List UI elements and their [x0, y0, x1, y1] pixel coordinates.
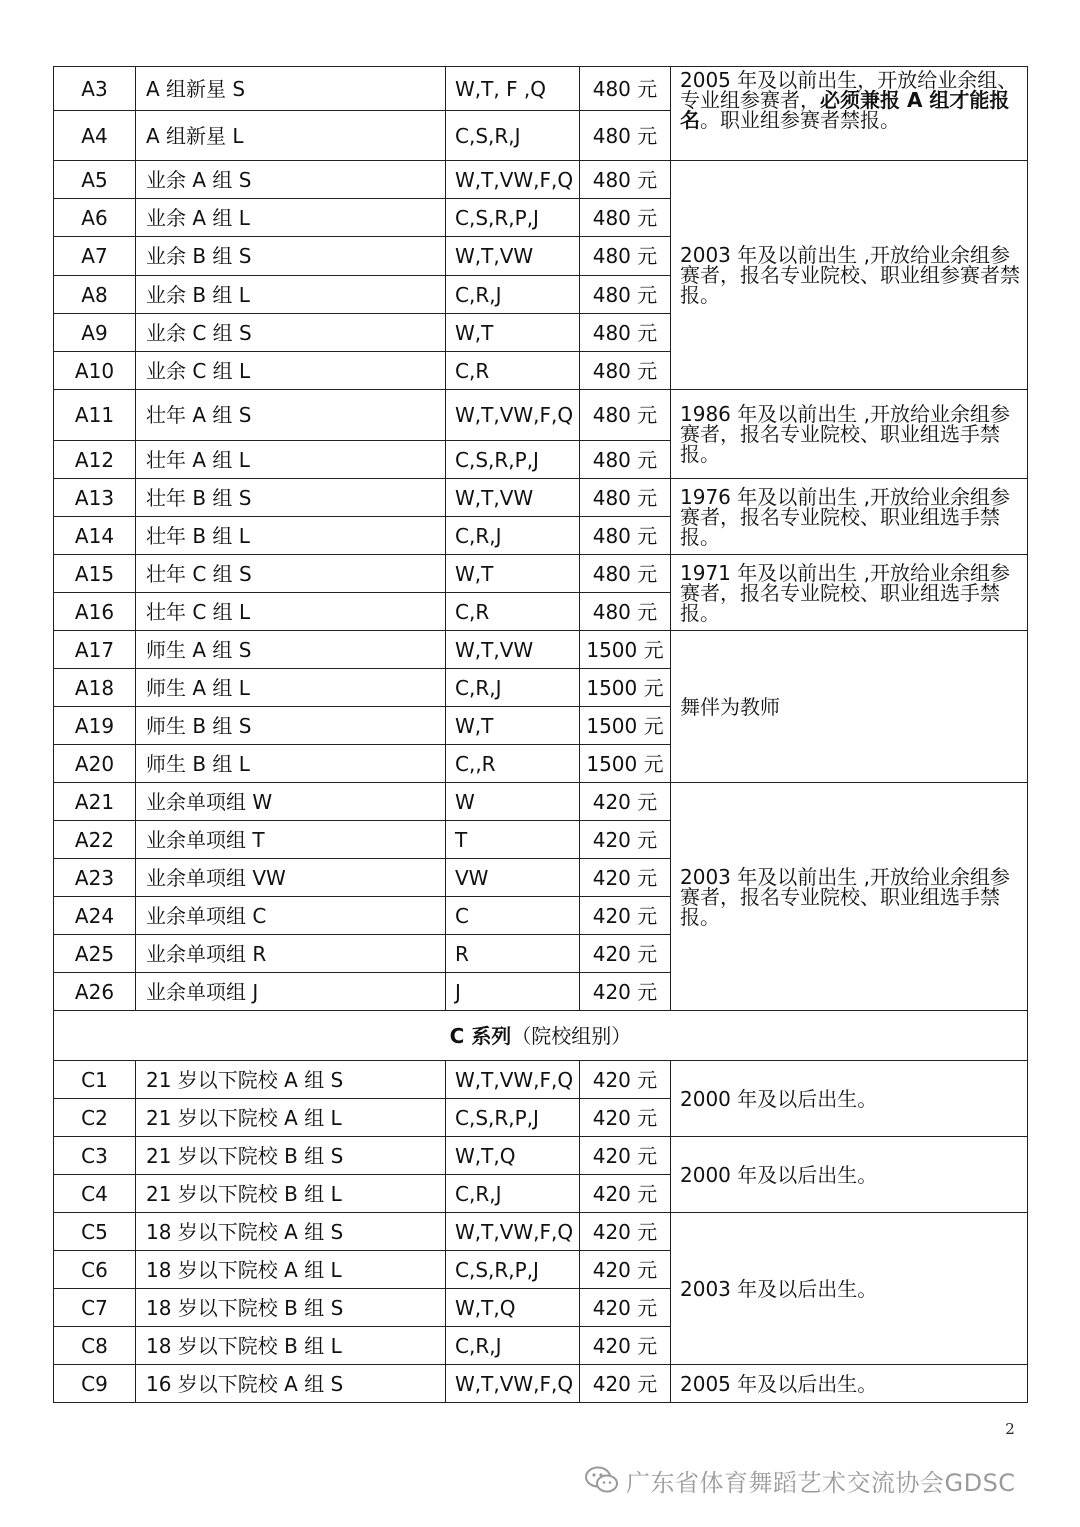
group-name: 壮年 C 组 S	[136, 555, 446, 593]
table-row	[54, 1061, 1028, 1099]
section-title-sub: （院校组别）	[511, 1023, 632, 1048]
group-name: 业余 A 组 L	[136, 199, 446, 237]
group-code: A22	[54, 821, 136, 859]
group-name: 业余单项组 T	[136, 821, 446, 859]
dance-list: W,T,VW,F,Q	[446, 1061, 580, 1099]
group-code: A10	[54, 352, 136, 390]
entry-fee: 420 元	[580, 1137, 671, 1175]
dance-list: C,R,J	[446, 517, 580, 555]
eligibility-note: 1971 年及以前出生 ,开放给业余组参赛者，报名专业院校、职业组选手禁报。	[671, 555, 1028, 631]
table-row	[54, 555, 1028, 593]
entry-fee: 420 元	[580, 859, 671, 897]
dance-list: C,S,R,P,J	[446, 1251, 580, 1289]
group-name: 21 岁以下院校 A 组 L	[136, 1099, 446, 1137]
entry-fee: 480 元	[580, 161, 671, 199]
dance-list: W,T,VW,F,Q	[446, 1365, 580, 1403]
table-row	[54, 783, 1028, 821]
dance-list: W	[446, 783, 580, 821]
entry-fee: 1500 元	[580, 707, 671, 745]
entry-fee: 480 元	[580, 237, 671, 276]
dance-list: C,R,J	[446, 669, 580, 707]
entry-fee: 420 元	[580, 973, 671, 1011]
entry-fee: 480 元	[580, 479, 671, 517]
dance-list: W,T,VW,F,Q	[446, 161, 580, 199]
group-code: A24	[54, 897, 136, 935]
dance-list: C	[446, 897, 580, 935]
eligibility-note: 2005 年及以后出生。	[671, 1365, 1028, 1403]
dance-list: W,T,VW	[446, 631, 580, 669]
group-code: A14	[54, 517, 136, 555]
section-header-row	[54, 1011, 1028, 1061]
group-code: A19	[54, 707, 136, 745]
group-name: 业余 C 组 L	[136, 352, 446, 390]
table-row	[54, 631, 1028, 669]
dance-list: W,T,Q	[446, 1137, 580, 1175]
group-code: A12	[54, 441, 136, 479]
table-row	[54, 479, 1028, 517]
entry-fee: 480 元	[580, 517, 671, 555]
table-row	[54, 1213, 1028, 1251]
dance-list: R	[446, 935, 580, 973]
group-name: A 组新星 L	[136, 111, 446, 161]
wechat-icon	[584, 1465, 620, 1495]
entry-fee: 420 元	[580, 1099, 671, 1137]
dance-list: C,R,J	[446, 1175, 580, 1213]
dance-list: W,T	[446, 314, 580, 352]
group-code: C3	[54, 1137, 136, 1175]
group-name: 壮年 B 组 S	[136, 479, 446, 517]
group-code: A16	[54, 593, 136, 631]
group-name: 壮年 C 组 L	[136, 593, 446, 631]
group-name: 21 岁以下院校 B 组 L	[136, 1175, 446, 1213]
group-code: C4	[54, 1175, 136, 1213]
group-code: A9	[54, 314, 136, 352]
dance-list: C,S,R,J	[446, 111, 580, 161]
group-code: A21	[54, 783, 136, 821]
note-emphasis: 必须兼报 A 组才能报名	[680, 88, 1010, 132]
table-row	[54, 390, 1028, 441]
dance-list: C,R	[446, 352, 580, 390]
watermark	[584, 1460, 1016, 1500]
table-row	[54, 1365, 1028, 1403]
table-row	[54, 1137, 1028, 1175]
group-name: 壮年 B 组 L	[136, 517, 446, 555]
eligibility-note	[671, 67, 1028, 161]
group-code: C7	[54, 1289, 136, 1327]
group-code: A26	[54, 973, 136, 1011]
entry-fee: 420 元	[580, 1175, 671, 1213]
dance-list: W,T,VW	[446, 479, 580, 517]
group-code: A25	[54, 935, 136, 973]
dance-list: C,R,J	[446, 276, 580, 314]
eligibility-note: 2003 年及以前出生 ,开放给业余组参赛者，报名专业院校、职业组选手禁报。	[671, 783, 1028, 1011]
group-name: 师生 B 组 S	[136, 707, 446, 745]
entry-fee: 420 元	[580, 1289, 671, 1327]
group-name: 18 岁以下院校 A 组 S	[136, 1213, 446, 1251]
dance-list: C,R,J	[446, 1327, 580, 1365]
eligibility-note: 舞伴为教师	[671, 631, 1028, 783]
eligibility-note: 2000 年及以后出生。	[671, 1061, 1028, 1137]
eligibility-note: 1976 年及以前出生 ,开放给业余组参赛者，报名专业院校、职业组选手禁报。	[671, 479, 1028, 555]
eligibility-note: 2000 年及以后出生。	[671, 1137, 1028, 1213]
entry-fee: 420 元	[580, 1365, 671, 1403]
group-code: A5	[54, 161, 136, 199]
group-name: 业余单项组 VW	[136, 859, 446, 897]
table-row	[54, 161, 1028, 199]
entry-fee: 420 元	[580, 1213, 671, 1251]
group-name: 师生 A 组 S	[136, 631, 446, 669]
dance-list: W,T, F ,Q	[446, 67, 580, 111]
group-code: A15	[54, 555, 136, 593]
group-code: C5	[54, 1213, 136, 1251]
fee-table	[53, 66, 1028, 1403]
dance-list: W,T	[446, 555, 580, 593]
dance-list: T	[446, 821, 580, 859]
entry-fee: 480 元	[580, 276, 671, 314]
section-title-main: C 系列	[449, 1023, 512, 1048]
entry-fee: 480 元	[580, 314, 671, 352]
group-code: C9	[54, 1365, 136, 1403]
group-code: A3	[54, 67, 136, 111]
eligibility-note: 1986 年及以前出生 ,开放给业余组参赛者，报名专业院校、职业组选手禁报。	[671, 390, 1028, 479]
group-name: 21 岁以下院校 A 组 S	[136, 1061, 446, 1099]
dance-list: VW	[446, 859, 580, 897]
group-code: A6	[54, 199, 136, 237]
group-code: A13	[54, 479, 136, 517]
dance-list: C,,R	[446, 745, 580, 783]
group-code: A7	[54, 237, 136, 276]
entry-fee: 480 元	[580, 555, 671, 593]
group-name: 业余单项组 R	[136, 935, 446, 973]
dance-list: W,T,VW,F,Q	[446, 1213, 580, 1251]
group-name: 业余 A 组 S	[136, 161, 446, 199]
dance-list: J	[446, 973, 580, 1011]
page-number: 2	[1005, 1420, 1015, 1438]
entry-fee: 480 元	[580, 390, 671, 441]
dance-list: C,R	[446, 593, 580, 631]
note-text: 。职业组参赛者禁报。	[700, 108, 900, 132]
group-name: 18 岁以下院校 B 组 S	[136, 1289, 446, 1327]
group-name: 业余单项组 C	[136, 897, 446, 935]
dance-list: W,T,Q	[446, 1289, 580, 1327]
group-code: A17	[54, 631, 136, 669]
section-title	[54, 1011, 1028, 1061]
entry-fee: 480 元	[580, 111, 671, 161]
group-name: 18 岁以下院校 B 组 L	[136, 1327, 446, 1365]
group-code: A18	[54, 669, 136, 707]
group-code: C6	[54, 1251, 136, 1289]
dance-list: W,T	[446, 707, 580, 745]
group-name: 壮年 A 组 S	[136, 390, 446, 441]
group-name: 业余 C 组 S	[136, 314, 446, 352]
entry-fee: 1500 元	[580, 631, 671, 669]
group-name: 业余单项组 W	[136, 783, 446, 821]
group-name: 业余单项组 J	[136, 973, 446, 1011]
entry-fee: 420 元	[580, 1061, 671, 1099]
group-code: A8	[54, 276, 136, 314]
note-text: 2005 年及以前出生，开放给业余组、专业组参赛者，	[680, 68, 1018, 112]
entry-fee: 420 元	[580, 1327, 671, 1365]
group-name: 18 岁以下院校 A 组 L	[136, 1251, 446, 1289]
group-name: 壮年 A 组 L	[136, 441, 446, 479]
entry-fee: 480 元	[580, 593, 671, 631]
eligibility-note: 2003 年及以后出生。	[671, 1213, 1028, 1365]
group-name: 业余 B 组 L	[136, 276, 446, 314]
entry-fee: 420 元	[580, 783, 671, 821]
group-name: 师生 B 组 L	[136, 745, 446, 783]
group-code: C2	[54, 1099, 136, 1137]
dance-list: C,S,R,P,J	[446, 1099, 580, 1137]
entry-fee: 420 元	[580, 897, 671, 935]
group-code: A4	[54, 111, 136, 161]
watermark-text: 广东省体育舞蹈艺术交流协会GDSC	[626, 1468, 1016, 1497]
entry-fee: 420 元	[580, 1251, 671, 1289]
group-name: 16 岁以下院校 A 组 S	[136, 1365, 446, 1403]
entry-fee: 480 元	[580, 352, 671, 390]
group-code: C1	[54, 1061, 136, 1099]
eligibility-note: 2003 年及以前出生 ,开放给业余组参赛者，报名专业院校、职业组参赛者禁报。	[671, 161, 1028, 390]
group-name: 21 岁以下院校 B 组 S	[136, 1137, 446, 1175]
entry-fee: 1500 元	[580, 669, 671, 707]
group-name: A 组新星 S	[136, 67, 446, 111]
group-code: C8	[54, 1327, 136, 1365]
dance-list: C,S,R,P,J	[446, 199, 580, 237]
entry-fee: 480 元	[580, 67, 671, 111]
entry-fee: 1500 元	[580, 745, 671, 783]
entry-fee: 480 元	[580, 441, 671, 479]
entry-fee: 420 元	[580, 935, 671, 973]
dance-list: W,T,VW,F,Q	[446, 390, 580, 441]
dance-list: W,T,VW	[446, 237, 580, 276]
group-code: A20	[54, 745, 136, 783]
entry-fee: 420 元	[580, 821, 671, 859]
entry-fee: 480 元	[580, 199, 671, 237]
group-name: 师生 A 组 L	[136, 669, 446, 707]
group-code: A23	[54, 859, 136, 897]
dance-list: C,S,R,P,J	[446, 441, 580, 479]
table-row	[54, 67, 1028, 111]
group-name: 业余 B 组 S	[136, 237, 446, 276]
group-code: A11	[54, 390, 136, 441]
